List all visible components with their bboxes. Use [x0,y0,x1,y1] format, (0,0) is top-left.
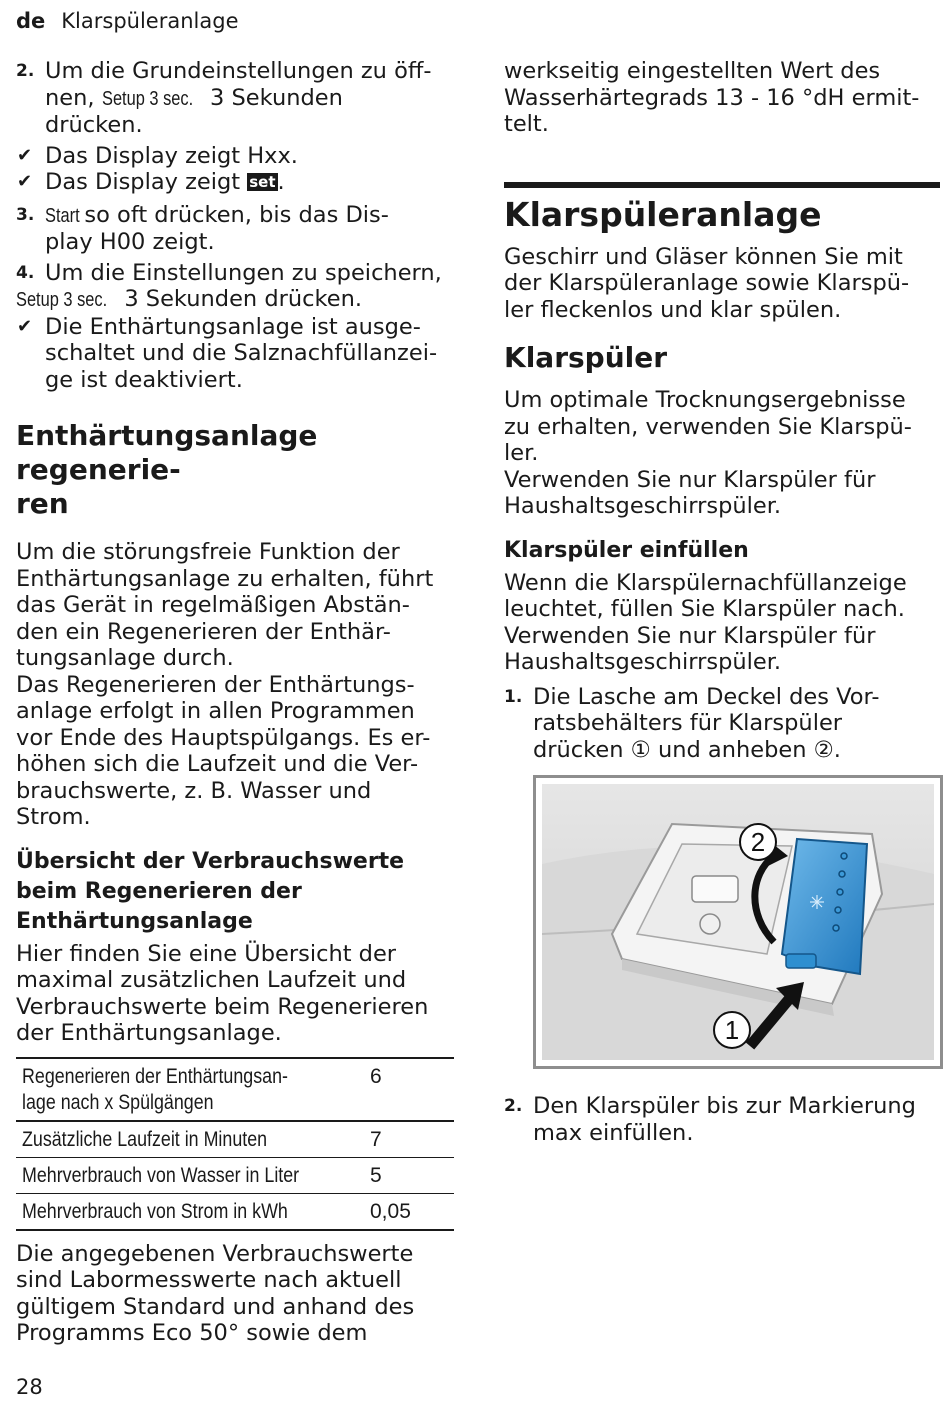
step-text-line: nen, Setup 3 sec. 3 Sekunden [45,84,343,111]
rinse-aid-dispenser-illustration [533,775,943,1069]
section-heading-rinse-aid: Klarspüler [504,341,668,374]
check-icon: ✔ [17,144,33,166]
result-check: ✔ Das Display zeigt Hxx. [17,142,298,169]
table-value: 7 [370,1127,382,1151]
chapter-intro: Geschirr und Gläser können Sie mit der Klarspüleranlage sowie Klarspü- ler fleckenlos und klar spülen. [504,243,910,323]
result-check: ✔ Das Display zeigt set. [17,169,285,195]
start-key-label: Start [45,204,80,227]
rinse-aid-paragraph: Um optimale Trocknungsergebnisse zu erhalten, verwenden Sie Klarspü- ler. Verwenden Sie nur Klarspüler für Haushaltsgeschirrspüler. [504,387,912,519]
step-3: 3. Start so oft drücken, bis das Dis- play H00 zeigt. [16,201,389,255]
consumption-intro: Hier finden Sie eine Übersicht der maximal zusätzlichen Laufzeit und Verbrauchswerte beim Regenerieren der Enthärtungsanlage. [16,940,429,1046]
level-indicator-icon [810,895,824,909]
check-icon: ✔ [17,315,33,337]
right-column [504,58,940,1146]
lid-tab [786,954,816,968]
table-value: 6 [370,1064,382,1088]
subsection-heading-consumption: Übersicht der Verbrauchswerte beim Regenerieren der Enthärtungsanlage [16,848,405,934]
header-section-title: Klarspüleranlage [61,9,239,33]
setup-key-label: Setup 3 sec. [16,289,108,311]
dispenser-latch [692,876,738,902]
callout-label-1: 1 [724,1015,740,1045]
table-row: Mehrverbrauch von Wasser in Liter 5 [16,1157,454,1193]
table-row: Mehrverbrauch von Strom in kWh 0,05 [16,1193,454,1230]
step-4: 4. Um die Einstellungen zu speichern, Setup 3 sec. 3 Sekunden drücken. [16,259,442,312]
fill-step-1: 1. Die Lasche am Deckel des Vor- ratsbehälters für Klarspüler drücken ① und anheben ②. [504,683,880,763]
regeneration-paragraph: Um die störungsfreie Funktion der Enthärtungsanlage zu erhalten, führt das Gerät in regelmäßigen Abstän- den ein Regenerieren der Enthär- tungsanlage durch. Das Regenerieren der Enthärtungs- anlage erfolgt in allen Programmen vor Ende des Hauptspülgangs. Es er- höhen sich die Laufzeit und die Ver- brauchswerte, z. B. Wasser und Strom. [16,539,434,830]
left-column [16,58,456,1347]
page-number: 28 [16,1375,43,1399]
language-code: de [16,9,46,33]
table-row: Zusätzliche Laufzeit in Minuten 7 [16,1121,454,1158]
step-number: 2. [16,61,35,81]
table-value: 5 [370,1163,382,1187]
subsection-heading-fill: Klarspüler einfüllen [504,537,749,563]
dispenser-drawing [542,784,934,1060]
fill-paragraph: Wenn die Klarspülernachfüllanzeige leuchtet, füllen Sie Klarspüler nach. Verwenden Sie nur Klarspüler für Haushaltsgeschirrspüler. [504,569,907,675]
step-2 [16,58,456,139]
step-text-line: Um die Grundeinstellungen zu öff- [45,58,432,84]
set-display-badge: set [249,173,276,191]
chapter-heading: Klarspüleranlage [504,182,940,236]
check-icon: ✔ [17,171,33,192]
consumption-note: Die angegebenen Verbrauchswerte sind Labormesswerte nach aktuell gültigem Standard und anhand des Programms Eco 50° sowie dem [16,1240,415,1346]
result-check: ✔ Die Enthärtungsanlage ist ausge- schaltet und die Salznachfüllanzei- ge ist deaktiviert. [17,313,438,393]
step-text-line: drücken. [45,112,143,138]
consumption-table [16,1057,454,1231]
continued-paragraph: werkseitig eingestellten Wert des Wasserhärtegrads 13 - 16 °dH ermit- telt. [504,58,920,137]
table-value: 0,05 [370,1199,411,1223]
page-header [16,9,239,33]
setup-key-label: Setup 3 sec. [101,87,193,110]
table-row: Regenerieren der Enthärtungsan- lage nach x Spülgängen 6 [16,1058,454,1121]
section-heading-regeneration: Enthärtungsanlage regenerie- ren [16,419,318,520]
fill-step-2: 2. Den Klarspüler bis zur Markierung max einfüllen. [504,1093,916,1146]
step-number: 4. [16,262,35,283]
step-number: 2. [504,1096,523,1116]
step-number: 3. [16,204,35,225]
callout-label-2: 2 [750,827,766,857]
step-number: 1. [504,686,523,707]
